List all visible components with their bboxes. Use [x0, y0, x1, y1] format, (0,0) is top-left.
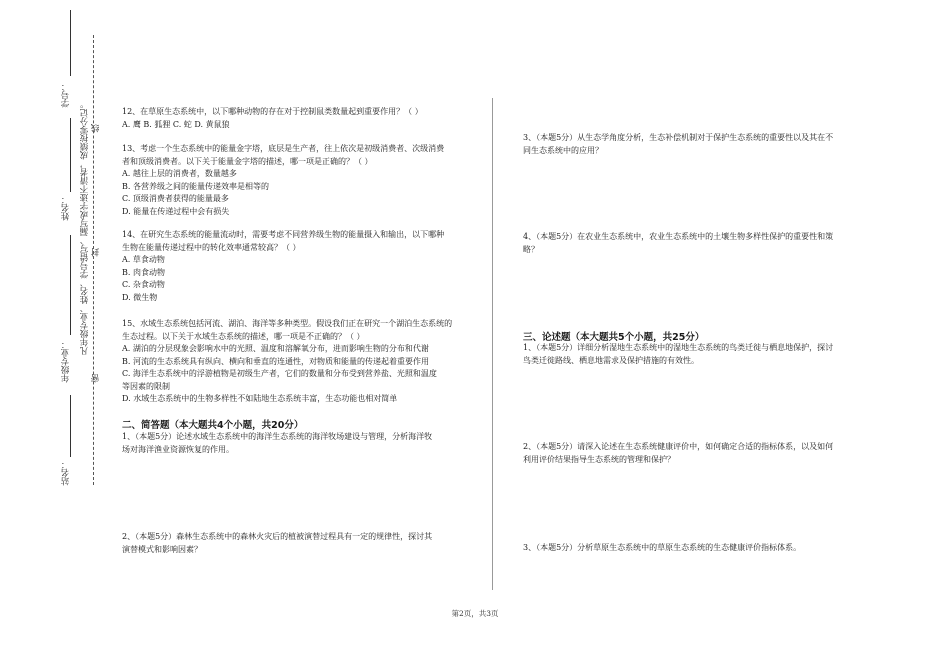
binding-dashed-line — [93, 35, 94, 485]
site-name-blank — [70, 395, 71, 457]
essay-3 — [523, 542, 801, 555]
short-answer-4-line2: 略？ — [523, 244, 539, 254]
seal-mark-feng: 封 — [91, 248, 101, 257]
short-answer-2-line1: 2、（本题5分）森林生态系统中的森林火灾后的植被演替过程具有一定的规律性，探讨其 — [122, 532, 433, 541]
student-id-blank — [70, 10, 71, 76]
question-12-stem: 12、在草原生态系统中，以下哪种动物的存在对于控制鼠类数量起到重要作用？（ ） — [122, 107, 423, 116]
binding-notice: 凡年级专业、姓名、学号错写、漏写或字迹不清者，成绩按零分记。 — [80, 100, 90, 355]
question-14-option-d: D. 微生物 — [122, 292, 158, 302]
question-13 — [122, 143, 444, 218]
short-answer-2 — [122, 531, 432, 556]
short-answer-3-line2: 同生态系统中的应用？ — [523, 145, 603, 155]
short-answer-2-line2: 演替模式和影响因素？ — [122, 544, 202, 554]
short-answer-1-line2: 场对海洋渔业资源恢复的作用。 — [122, 444, 234, 454]
question-13-option-c: C. 顶级消费者获得的能量最多 — [122, 194, 229, 203]
question-12 — [122, 106, 423, 131]
seal-mark-mi: 密 — [91, 374, 101, 383]
essay-2-line2: 利用评价结果指导生态系统的管理和保护？ — [523, 454, 675, 464]
essay-2-line1: 2、（本题5分）请深入论述在生态系统健康评价中，如何确定合适的指标体系，以及如何 — [523, 442, 834, 451]
short-answer-4-line1: 4、（本题5分）在农业生态系统中，农业生态系统中的土壤生物多样性保护的重要性和策 — [523, 232, 834, 241]
question-15-option-a: A. 湖泊的分层现象会影响水中的光照、温度和溶解氧分布，进而影响生物的分布和代谢 — [122, 344, 429, 353]
question-15-option-b: B. 河流的生态系统具有纵向、横向和垂直的连通性，对物质和能量的传递起着重要作用 — [122, 356, 429, 366]
question-14-stem-line1: 14、在研究生态系统的能量流动时，需要考虑不同营养级生物的能量摄入和输出，以下哪种 — [122, 230, 445, 239]
short-answer-3-line1: 3、（本题5分）从生态学角度分析，生态补偿机制对于保护生态系统的重要性以及其在不 — [523, 133, 834, 142]
question-13-option-b: B. 各营养级之间的能量传递效率是相等的 — [122, 181, 269, 191]
question-14-option-b: B. 肉食动物 — [122, 267, 165, 277]
question-13-option-d: D. 能量在传递过程中会有损失 — [122, 206, 230, 216]
name-label: 姓名： — [61, 195, 71, 221]
question-15-stem-line1: 15、水域生态系统包括河流、湖泊、海洋等多种类型。假设我们正在研究一个湖泊生态系统的 — [122, 319, 453, 328]
column-divider — [492, 98, 493, 590]
essay-3-line1: 3、（本题5分）分析草原生态系统中的草原生态系统的生态健康评价指标体系。 — [523, 543, 802, 552]
question-13-stem-line1: 13、考虑一个生态系统中的能量金字塔，底层是生产者，往上依次是初级消费者、次级消费 — [122, 144, 445, 153]
question-15 — [122, 318, 452, 406]
question-15-option-c-line2: 等因素的限制 — [122, 381, 170, 391]
question-14-option-a: A. 草食动物 — [122, 255, 165, 264]
short-answer-1 — [122, 431, 432, 456]
grade-major-blank — [70, 235, 71, 335]
question-15-option-c-line1: C. 海洋生态系统中的浮游植物是初级生产者，它们的数量和分布受到营养盐、光照和温度 — [122, 369, 437, 378]
essay-1 — [523, 342, 833, 367]
section-2-heading: 二、简答题（本大题共4个小题，共20分） — [122, 420, 304, 431]
essay-1-line1: 1、（本题5分）详细分析湿地生态系统中的湿地生态系统的鸟类迁徙与栖息地保护，探讨 — [523, 343, 834, 352]
name-blank — [70, 118, 71, 192]
question-15-stem-line2: 生态过程。以下关于水域生态系统的描述，哪一项是不正确的？（ ） — [122, 331, 365, 341]
short-answer-1-line1: 1、（本题5分）论述水域生态系统中的海洋生态系统的海洋牧场建设与管理，分析海洋牧 — [122, 432, 433, 441]
grade-major-label: 年级专业： — [61, 340, 71, 383]
short-answer-3 — [523, 132, 833, 157]
question-15-option-d: D. 水域生态系统中的生物多样性不如陆地生态系统丰富，生态功能也相对简单 — [122, 394, 398, 403]
question-12-options: A. 鹰 B. 狐狸 C. 蛇 D. 黄鼠狼 — [122, 119, 230, 129]
question-14 — [122, 229, 444, 304]
seal-mark-xian: 线 — [91, 124, 101, 133]
question-13-stem-line2: 者和顶级消费者。以下关于能量金字塔的描述，哪一项是正确的？（ ） — [122, 156, 373, 166]
site-name-label: 站名： — [61, 460, 71, 486]
short-answer-4 — [523, 231, 833, 256]
section-3-heading: 三、论述题（本大题共5个小题，共25分） — [523, 332, 705, 343]
essay-1-line2: 鸟类迁徙路线、栖息地需求及保护措施的有效性。 — [523, 355, 699, 365]
essay-2 — [523, 441, 833, 466]
question-13-option-a: A. 越往上层的消费者，数量越多 — [122, 169, 237, 178]
question-14-stem-line2: 生物在能量传递过程中的转化效率通常较高？（ ） — [122, 242, 301, 252]
student-id-label: 学号： — [61, 82, 71, 108]
question-14-option-c: C. 杂食动物 — [122, 280, 165, 289]
page-footer: 第2页，共3页 — [451, 609, 499, 618]
